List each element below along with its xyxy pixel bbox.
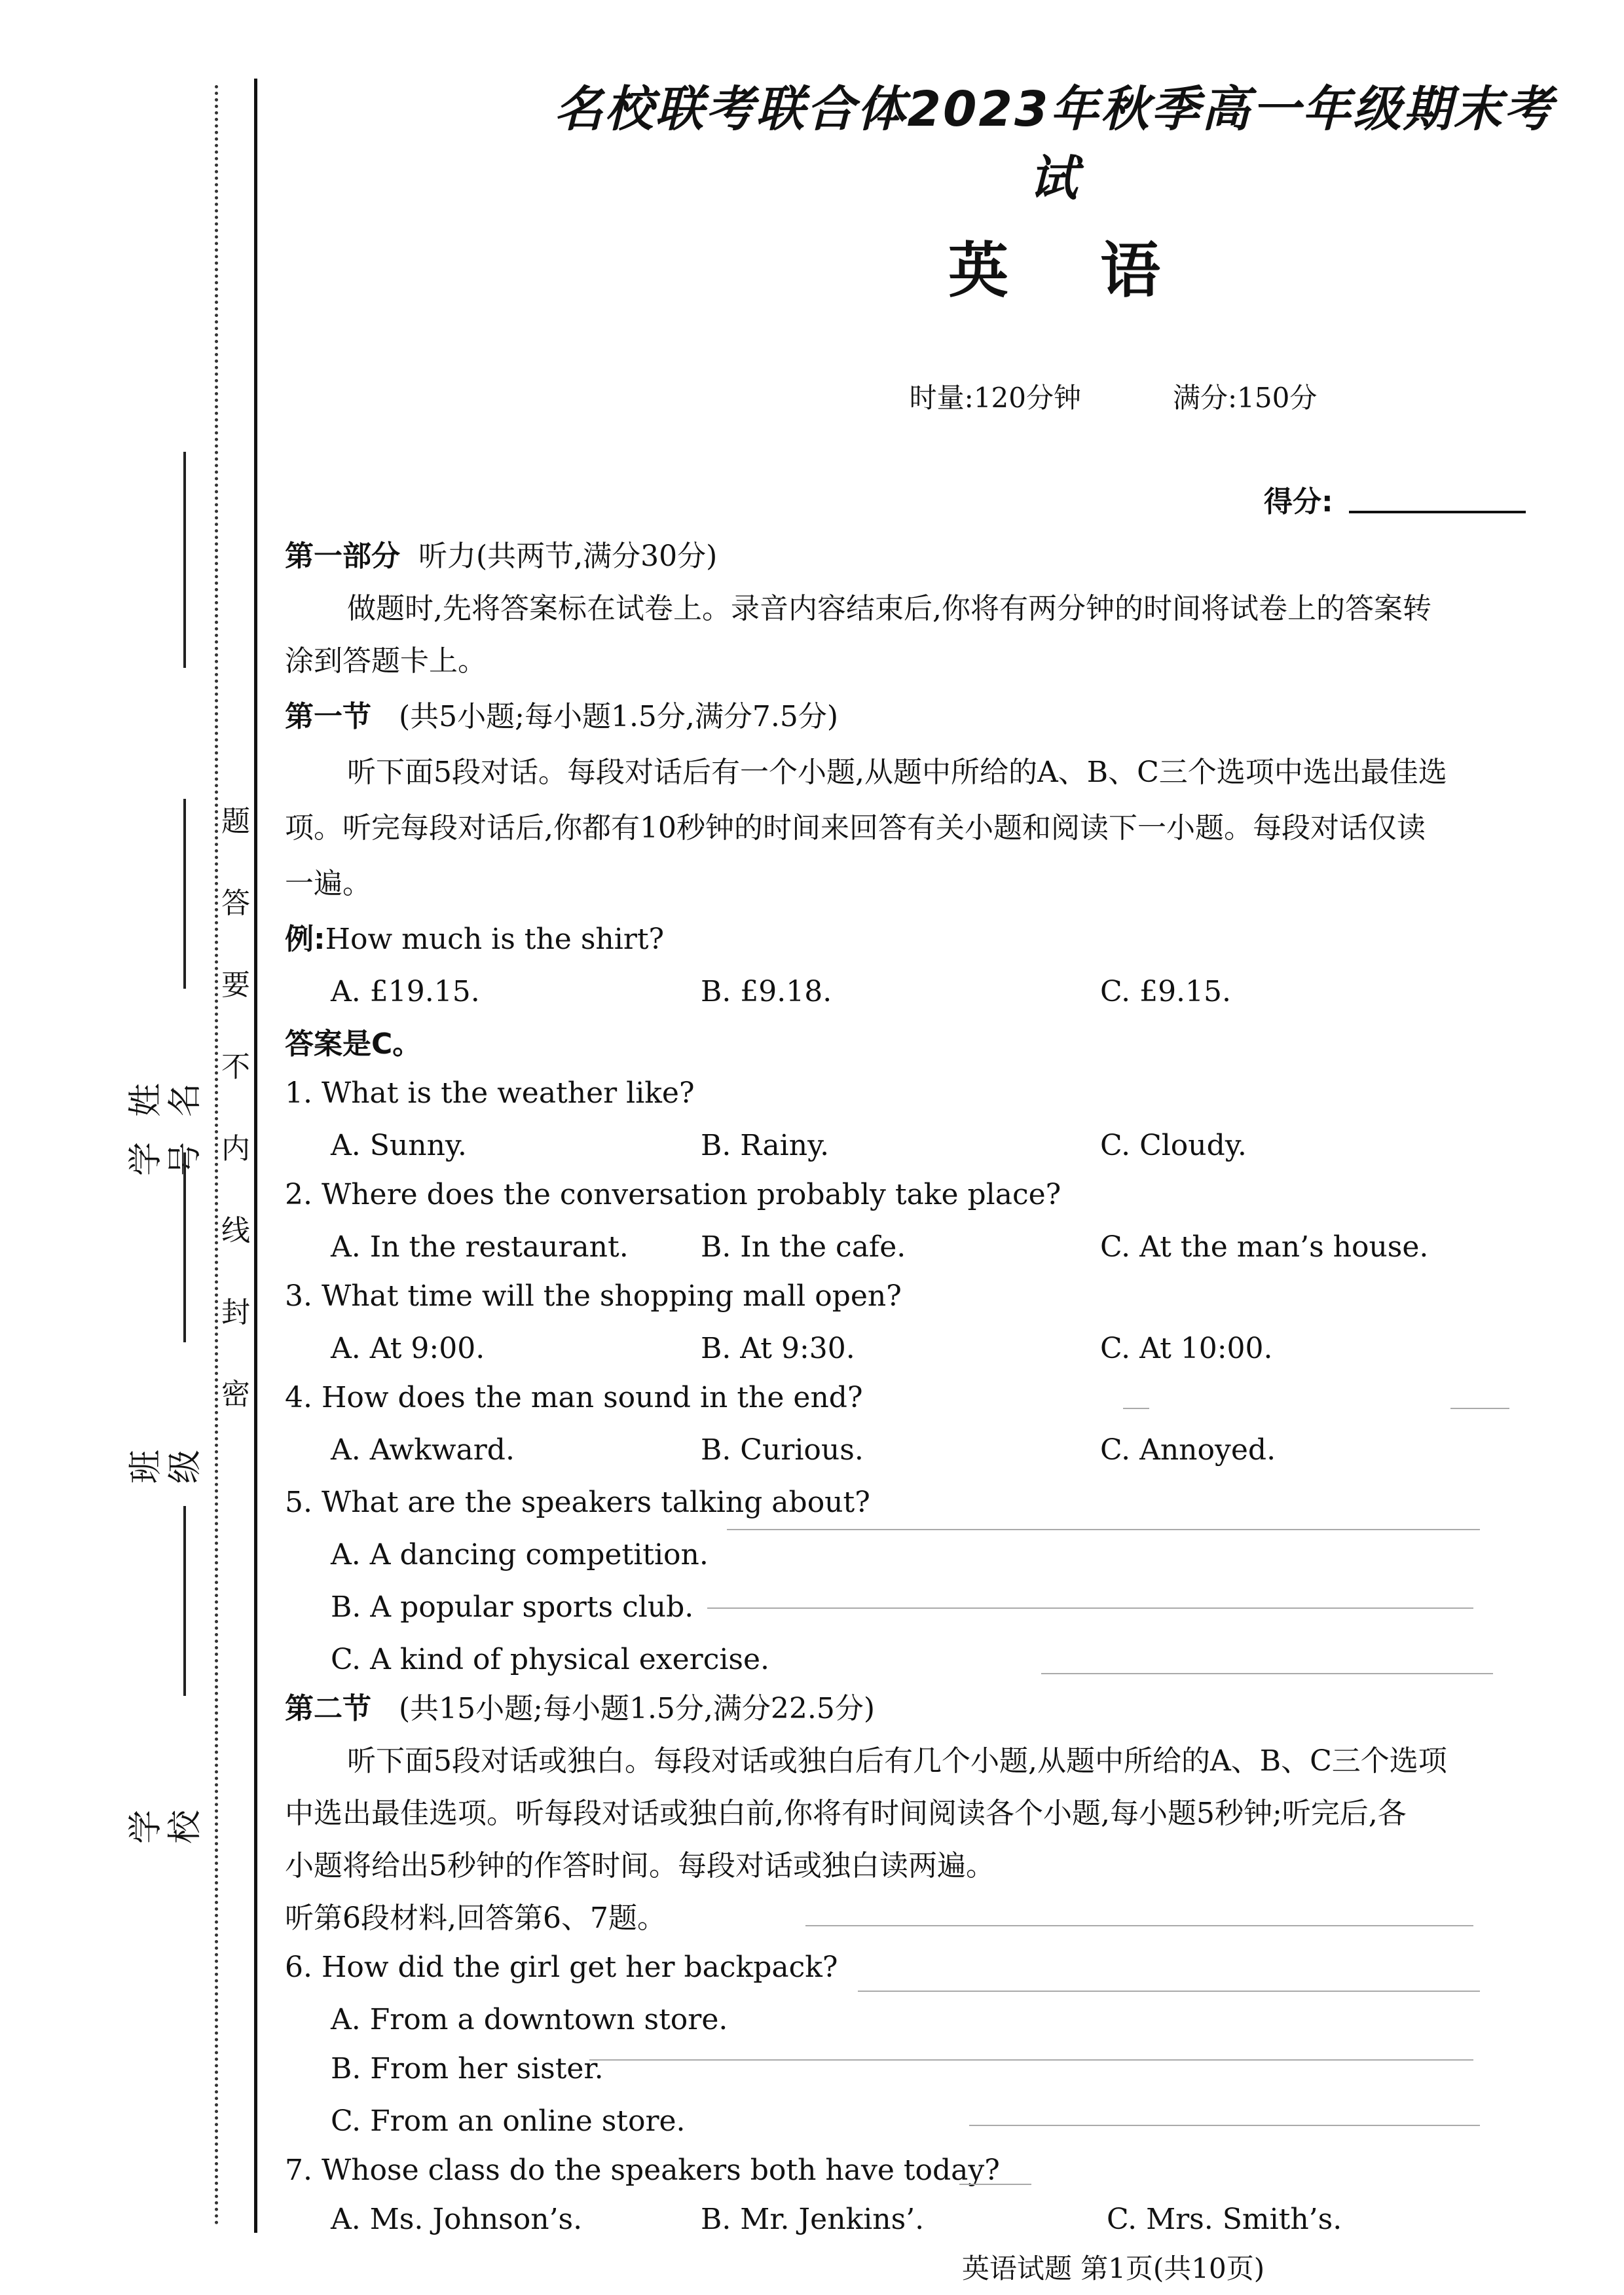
section1-heading-info: (共5小题;每小题1.5分,满分7.5分): [398, 700, 839, 733]
question-7: 7. Whose class do the speakers both have today?: [285, 2154, 1000, 2187]
score-blank[interactable]: [1349, 511, 1526, 513]
question-4-option-c[interactable]: C. Annoyed.: [1100, 1433, 1276, 1467]
question-4-option-b[interactable]: B. Curious.: [701, 1433, 864, 1467]
question-3-option-c[interactable]: C. At 10:00.: [1100, 1332, 1273, 1365]
example-option-c: C. £9.15.: [1100, 975, 1232, 1008]
subject-title: [537, 223, 1572, 309]
student-id-rule: [183, 452, 186, 668]
scan-mark: [707, 1607, 1473, 1609]
example-option-b: B. £9.18.: [701, 975, 832, 1008]
seal-solid-line: [254, 79, 257, 2233]
question-7-option-a[interactable]: A. Ms. Johnson’s.: [331, 2203, 583, 2236]
seal-char: 答: [221, 887, 250, 920]
question-3-option-a[interactable]: A. At 9:00.: [331, 1332, 485, 1365]
name-rule: [183, 799, 186, 989]
seal-char: 不: [221, 1050, 250, 1084]
section2-heading: [285, 1689, 875, 1729]
question-2: 2. Where does the conversation probably take place?: [285, 1178, 1061, 1211]
question-2-option-c[interactable]: C. At the man’s house.: [1100, 1230, 1429, 1264]
scan-mark: [1041, 1673, 1493, 1674]
seal-char: 线: [221, 1214, 250, 1247]
seal-char: 封: [221, 1296, 250, 1329]
scan-mark: [727, 1529, 1480, 1530]
section2-instruction-line: 中选出最佳选项。听每段对话或独白前,你将有时间阅读各个小题,每小题5秒钟;听完后,各: [285, 1797, 1407, 1830]
seal-char: 密: [221, 1378, 250, 1411]
scan-mark: [589, 2059, 1473, 2061]
question-5-option-b[interactable]: B. A popular sports club.: [331, 1590, 694, 1624]
school-label: 学 校: [126, 1810, 205, 1845]
seal-char: 题: [221, 805, 250, 838]
question-1: 1. What is the weather like?: [285, 1076, 695, 1110]
question-3: 3. What time will the shopping mall open?: [285, 1279, 902, 1313]
part1-heading-label: 第一部分: [285, 540, 400, 573]
question-7-option-b[interactable]: B. Mr. Jenkins’.: [701, 2203, 925, 2236]
question-7-option-c[interactable]: C. Mrs. Smith’s.: [1107, 2203, 1342, 2236]
question-4: 4. How does the man sound in the end?: [285, 1381, 863, 1414]
subject-char: 英: [948, 236, 1008, 306]
example-question-text: How much is the shirt?: [325, 923, 665, 956]
question-4-option-a[interactable]: A. Awkward.: [331, 1433, 515, 1467]
question-5: 5. What are the speakers talking about?: [285, 1486, 870, 1519]
example-question: [285, 920, 664, 959]
section2-heading-label: 第二节: [285, 1692, 371, 1725]
question-2-option-a[interactable]: A. In the restaurant.: [331, 1230, 629, 1264]
class-rule: [183, 1152, 186, 1342]
question-3-option-b[interactable]: B. At 9:30.: [701, 1332, 855, 1365]
score-label: 得分:: [1264, 485, 1333, 519]
part1-heading-title: 听力(共两节,满分30分): [418, 540, 718, 573]
seal-dotted-line: [215, 85, 218, 2226]
example-answer: 答案是C。: [285, 1027, 422, 1061]
question-5-option-c[interactable]: C. A kind of physical exercise.: [331, 1643, 770, 1676]
section2-heading-info: (共15小题;每小题1.5分,满分22.5分): [398, 1692, 876, 1725]
time-limit: 时量:120分钟: [909, 382, 1081, 414]
question-6-option-b[interactable]: B. From her sister.: [331, 2052, 604, 2085]
section2-instruction-line: 小题将给出5秒钟的作答时间。每段对话或独白读两遍。: [285, 1849, 995, 1882]
name-label: 姓 名: [126, 1083, 205, 1118]
page-footer: 英语试题 第1页(共10页): [961, 2252, 1265, 2285]
section1-instruction-line: 项。听完每段对话后,你都有10秒钟的时间来回答有关小题和阅读下一小题。每段对话仅读: [285, 811, 1426, 845]
scan-mark: [1123, 1408, 1149, 1409]
question-6-option-c[interactable]: C. From an online store.: [331, 2104, 686, 2138]
example-option-a: A. £19.15.: [331, 975, 480, 1008]
material-6-instruction: 听第6段材料,回答第6、7题。: [285, 1901, 666, 1935]
question-6-option-a[interactable]: A. From a downtown store.: [331, 2003, 728, 2036]
section1-heading: [285, 697, 838, 737]
part1-instruction-line: 涂到答题卡上。: [285, 644, 487, 678]
section2-instruction-line: 听下面5段对话或独白。每段对话或独白后有几个小题,从题中所给的A、B、C三个选项: [347, 1744, 1447, 1778]
question-1-option-b[interactable]: B. Rainy.: [701, 1129, 830, 1162]
question-5-option-a[interactable]: A. A dancing competition.: [331, 1538, 709, 1571]
seal-char: 内: [221, 1132, 250, 1166]
section1-heading-label: 第一节: [285, 700, 371, 733]
exam-title: 名校联考联合体2023年秋季高一年级期末考试: [554, 81, 1555, 207]
section1-instruction-line: 听下面5段对话。每段对话后有一个小题,从题中所给的A、B、C三个选项中选出最佳选: [347, 756, 1447, 789]
question-1-option-a[interactable]: A. Sunny.: [331, 1129, 467, 1162]
subject-char: 语: [1100, 236, 1161, 306]
seal-char: 要: [221, 968, 250, 1002]
exam-meta: [655, 376, 1572, 416]
question-6: 6. How did the girl get her backpack?: [285, 1951, 838, 1984]
school-rule: [183, 1506, 186, 1696]
question-1-option-c[interactable]: C. Cloudy.: [1100, 1129, 1247, 1162]
scan-mark: [805, 1925, 1473, 1926]
student-id-label: 学 号: [126, 1142, 205, 1177]
full-score: 满分:150分: [1173, 382, 1318, 414]
example-label: 例:: [285, 923, 325, 956]
scan-mark: [858, 1991, 1480, 1992]
scan-mark: [959, 2184, 1031, 2185]
class-label: 班 级: [126, 1450, 205, 1484]
scan-mark: [1450, 1408, 1509, 1409]
part1-heading: [285, 537, 717, 576]
question-2-option-b[interactable]: B. In the cafe.: [701, 1230, 906, 1264]
part1-instruction-line: 做题时,先将答案标在试卷上。录音内容结束后,你将有两分钟的时间将试卷上的答案转: [347, 592, 1431, 625]
section1-instruction-line: 一遍。: [285, 867, 371, 900]
scan-mark: [969, 2125, 1480, 2126]
